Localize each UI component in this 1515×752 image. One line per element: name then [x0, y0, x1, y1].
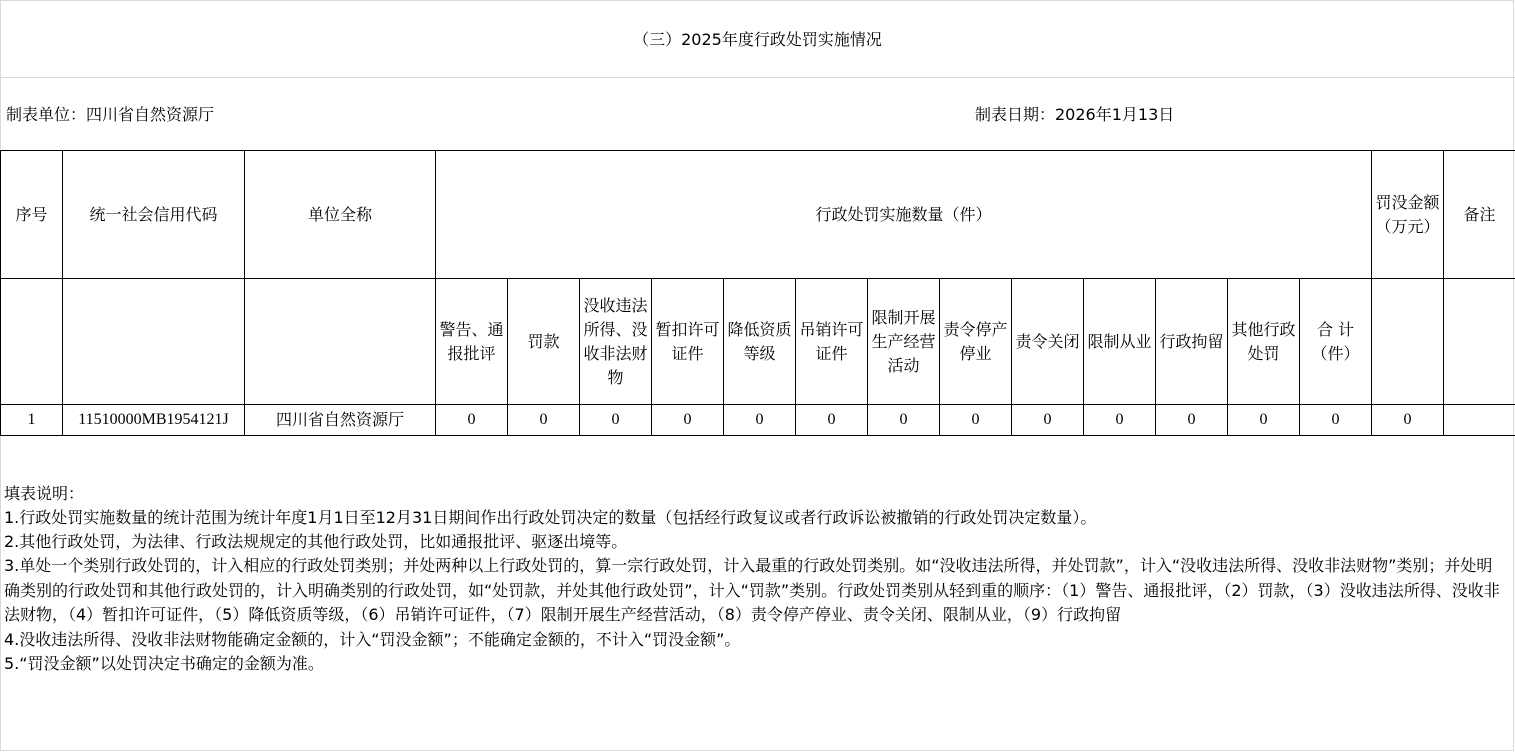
cell-count-fine: 0 — [508, 405, 580, 436]
header-unit-name: 单位全称 — [245, 151, 436, 279]
notes-heading: 填表说明： — [4, 484, 85, 503]
header-other-penalty: 其他行政处罚 — [1228, 279, 1300, 405]
note-item: 4.没收违法所得、没收非法财物能确定金额的，计入“罚没金额”；不能确定金额的，不计入“罚没金额”。 — [4, 629, 741, 649]
header-row-1 — [1, 151, 1515, 279]
header-license-revocation: 吊销许可证件 — [796, 279, 868, 405]
fill-instructions — [4, 482, 1506, 676]
cell-count-total: 0 — [1300, 405, 1372, 436]
cell-count-closure: 0 — [1012, 405, 1084, 436]
header-empty — [245, 279, 436, 405]
note-item: 1.行政处罚实施数量的统计范围为统计年度1月1日至12月31日期间作出行政处罚决定的数量（包括经行政复议或者行政诉讼被撤销的行政处罚决定数量）。 — [4, 508, 1097, 527]
title-row — [0, 0, 1515, 78]
header-remark: 备注 — [1444, 151, 1515, 279]
cell-count-confiscation: 0 — [580, 405, 652, 436]
cell-count-business-restriction: 0 — [868, 405, 940, 436]
cell-count-detention: 0 — [1156, 405, 1228, 436]
header-seq: 序号 — [1, 151, 63, 279]
header-confiscation: 没收违法所得、没收非法财物 — [580, 279, 652, 405]
header-empty — [1, 279, 63, 405]
header-row-2 — [1, 279, 1515, 405]
cell-remark — [1444, 405, 1515, 436]
cell-count-other-penalty: 0 — [1228, 405, 1300, 436]
cell-count-warning: 0 — [436, 405, 508, 436]
header-fine: 罚款 — [508, 279, 580, 405]
header-closure: 责令关闭 — [1012, 279, 1084, 405]
cell-amount: 0 — [1372, 405, 1444, 436]
header-empty — [1372, 279, 1444, 405]
header-license-suspension: 暂扣许可证件 — [652, 279, 724, 405]
table-row — [1, 405, 1515, 436]
note-item: 3.单处一个类别行政处罚的，计入相应的行政处罚类别；并处两种以上行政处罚的，算一宗行政处罚，计入最重的行政处罚类别。如“没收违法所得，并处罚款”，计入“没收违法所得、没收非法财物”类别；并处明确类别的行政处罚和其他行政处罚的，计入明确类别的行政处罚，如“处罚款，并处其他行政处罚”，计入“罚款”类别。行政处罚类别从轻到重的顺序：（1）警告、通报批评，（2）罚款，（3）没收违法所得、没收非法财物，（4）暂扣许可证件，（5）降低资质等级，（6）吊销许可证件，（7）限制开展生产经营活动，（8）责令停产停业、责令关闭、限制从业，（9）行政拘留 — [4, 556, 1500, 624]
cell-count-production-suspension: 0 — [940, 405, 1012, 436]
header-total: 合 计（件） — [1300, 279, 1372, 405]
header-employment-restriction: 限制从业 — [1084, 279, 1156, 405]
penalty-table — [0, 150, 1515, 436]
cell-count-qualification-downgrade: 0 — [724, 405, 796, 436]
header-penalty-count-group: 行政处罚实施数量（件） — [436, 151, 1372, 279]
note-item: 5.“罚没金额”以处罚决定书确定的金额为准。 — [4, 653, 324, 673]
cell-count-license-suspension: 0 — [652, 405, 724, 436]
cell-seq: 1 — [1, 405, 63, 436]
note-item: 2.其他行政处罚，为法律、行政法规规定的其他行政处罚，比如通报批评、驱逐出境等。 — [4, 532, 628, 551]
header-qualification-downgrade: 降低资质等级 — [724, 279, 796, 405]
cell-unit-name: 四川省自然资源厅 — [245, 405, 436, 436]
header-credit-code: 统一社会信用代码 — [63, 151, 245, 279]
header-empty — [1444, 279, 1515, 405]
header-production-suspension: 责令停产停业 — [940, 279, 1012, 405]
cell-count-license-revocation: 0 — [796, 405, 868, 436]
page-title: （三）2025年度行政处罚实施情况 — [633, 30, 882, 49]
header-business-restriction: 限制开展生产经营活动 — [868, 279, 940, 405]
header-amount: 罚没金额（万元） — [1372, 151, 1444, 279]
cell-credit-code: 11510000MB1954121J — [63, 405, 245, 436]
header-detention: 行政拘留 — [1156, 279, 1228, 405]
header-empty — [63, 279, 245, 405]
header-warning: 警告、通报批评 — [436, 279, 508, 405]
prepared-by-unit: 制表单位：四川省自然资源厅 — [6, 105, 215, 124]
cell-count-employment-restriction: 0 — [1084, 405, 1156, 436]
prepared-date: 制表日期：2026年1月13日 — [975, 105, 1175, 124]
